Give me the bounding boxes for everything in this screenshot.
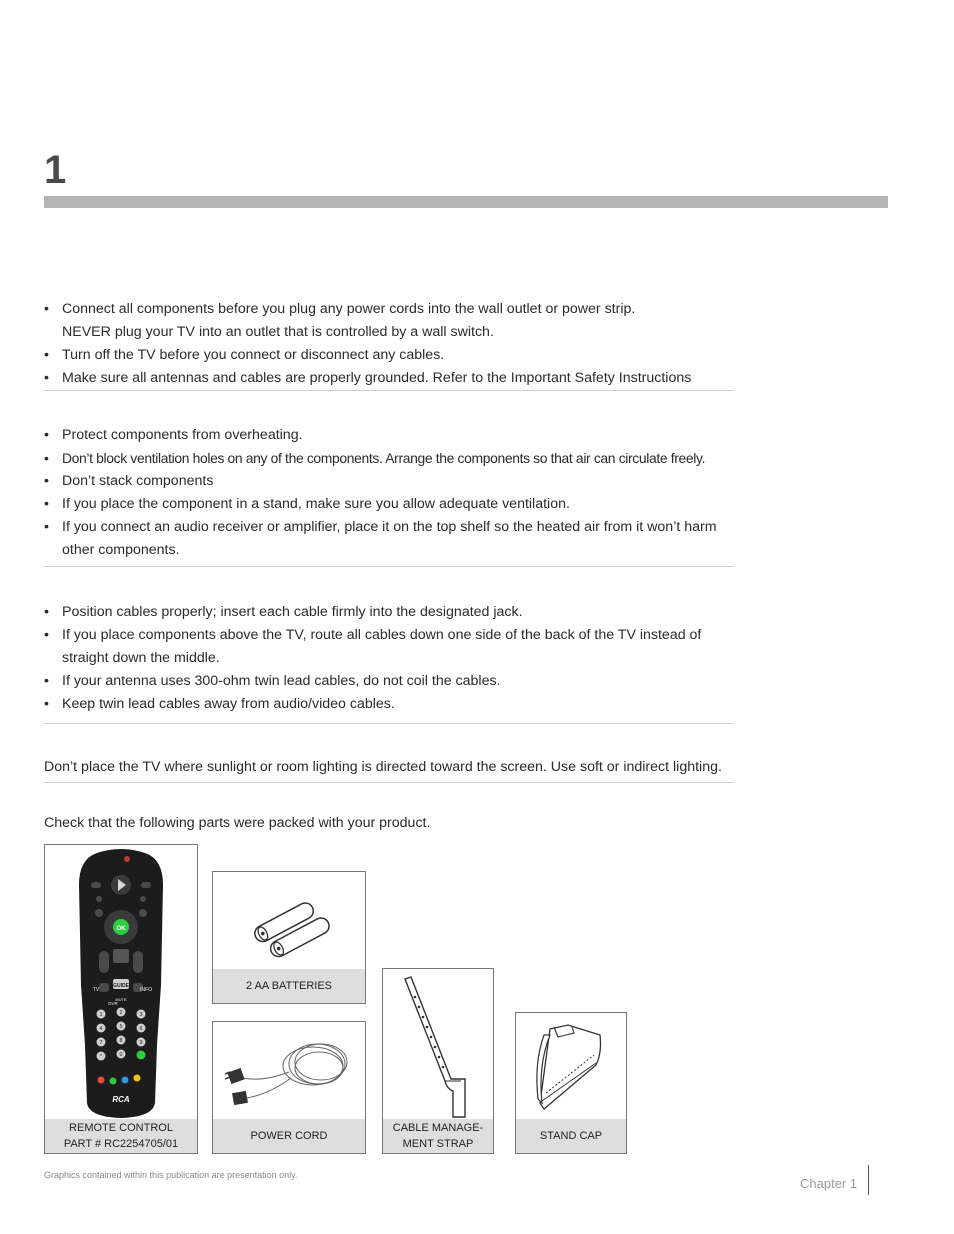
list-item: • If you connect an audio receiver or amplifier, place it on the top shelf so the heated air from it won’t harm other components. bbox=[44, 516, 734, 562]
stand-cap-part bbox=[515, 1012, 627, 1154]
remote-key: 3 bbox=[139, 1012, 143, 1018]
section-divider bbox=[44, 566, 734, 567]
list-item: • Make sure all antennas and cables are properly grounded. Refer to the Important Safety Instructions bbox=[44, 367, 744, 390]
list-item: • Don’t stack components bbox=[44, 470, 744, 493]
part-caption: CABLE MANAGE- MENT STRAP bbox=[383, 1119, 493, 1153]
part-caption: 2 AA BATTERIES bbox=[213, 969, 365, 1003]
list-item: • Protect components from overheating. bbox=[44, 424, 744, 447]
power-cord-part bbox=[212, 1021, 366, 1154]
parts-intro: Check that the following parts were packed with your product. bbox=[44, 815, 431, 831]
chapter-divider-bar bbox=[44, 196, 888, 208]
footer-note: Graphics contained within this publication are presentation only. bbox=[44, 1170, 298, 1180]
cable-strap-part bbox=[382, 968, 494, 1154]
list-item: • Keep twin lead cables away from audio/video cables. bbox=[44, 693, 744, 716]
remote-dvr-label: DVR bbox=[108, 1001, 118, 1006]
part-caption: POWER CORD bbox=[213, 1119, 365, 1153]
remote-key: 2 bbox=[119, 1010, 123, 1016]
power-cord-illustration bbox=[213, 1022, 365, 1118]
part-caption: STAND CAP bbox=[516, 1119, 626, 1153]
list-item: • Connect all components before you plug any power cords into the wall outlet or power strip. NEVER plug your TV into an outlet that is controlled by a wall switch. bbox=[44, 298, 744, 344]
remote-key: 0 bbox=[119, 1052, 123, 1058]
section-divider bbox=[44, 723, 734, 724]
chapter-number: 1 bbox=[44, 148, 67, 192]
remote-key: 5 bbox=[119, 1024, 123, 1030]
list-item: • If you place the component in a stand, make sure you allow adequate ventilation. bbox=[44, 493, 744, 516]
remote-key: * bbox=[99, 1054, 103, 1060]
remote-tv-label: TV bbox=[92, 987, 100, 993]
list-item: • If you place components above the TV, route all cables down one side of the back of the TV instead of straight down the middle. bbox=[44, 624, 734, 670]
remote-control-part bbox=[44, 844, 198, 1154]
list-item: • If your antenna uses 300-ohm twin lead cables, do not coil the cables. bbox=[44, 670, 744, 693]
section-divider bbox=[44, 782, 734, 783]
remote-mute-label: MUTE bbox=[115, 997, 127, 1002]
rca-logo: RCA bbox=[112, 1095, 130, 1104]
remote-key: 9 bbox=[139, 1040, 143, 1046]
remote-guide-label: GUIDE bbox=[113, 983, 129, 989]
remote-info-label: INFO bbox=[140, 987, 152, 993]
list-item: • Position cables properly; insert each cable firmly into the designated jack. bbox=[44, 601, 744, 624]
footer-divider bbox=[868, 1165, 869, 1195]
remote-key: 8 bbox=[119, 1038, 123, 1044]
remote-key: 6 bbox=[139, 1026, 143, 1032]
svg-text:OK: OK bbox=[116, 926, 126, 932]
batteries-part bbox=[212, 871, 366, 1004]
remote-key: 1 bbox=[99, 1012, 103, 1018]
remote-key: 7 bbox=[99, 1040, 103, 1046]
connection-precautions-list bbox=[44, 298, 744, 390]
list-item: • Don’t block ventilation holes on any of the components. Arrange the components so that air can circulate freely. bbox=[44, 447, 744, 470]
cable-placement-list bbox=[44, 601, 744, 716]
batteries-illustration bbox=[213, 872, 365, 970]
section-divider bbox=[44, 390, 734, 391]
remote-control-illustration bbox=[45, 845, 197, 1120]
lighting-note: Don’t place the TV where sunlight or room lighting is directed toward the screen. Use soft or indirect lighting. bbox=[44, 759, 722, 775]
cable-strap-illustration bbox=[383, 969, 493, 1119]
stand-cap-illustration bbox=[516, 1013, 626, 1117]
part-caption: REMOTE CONTROL PART # RC2254705/01 bbox=[45, 1119, 197, 1153]
remote-key: 4 bbox=[99, 1026, 103, 1032]
ventilation-list bbox=[44, 424, 744, 562]
list-item: • Turn off the TV before you connect or disconnect any cables. bbox=[44, 344, 744, 367]
chapter-label: Chapter 1 bbox=[800, 1176, 858, 1191]
